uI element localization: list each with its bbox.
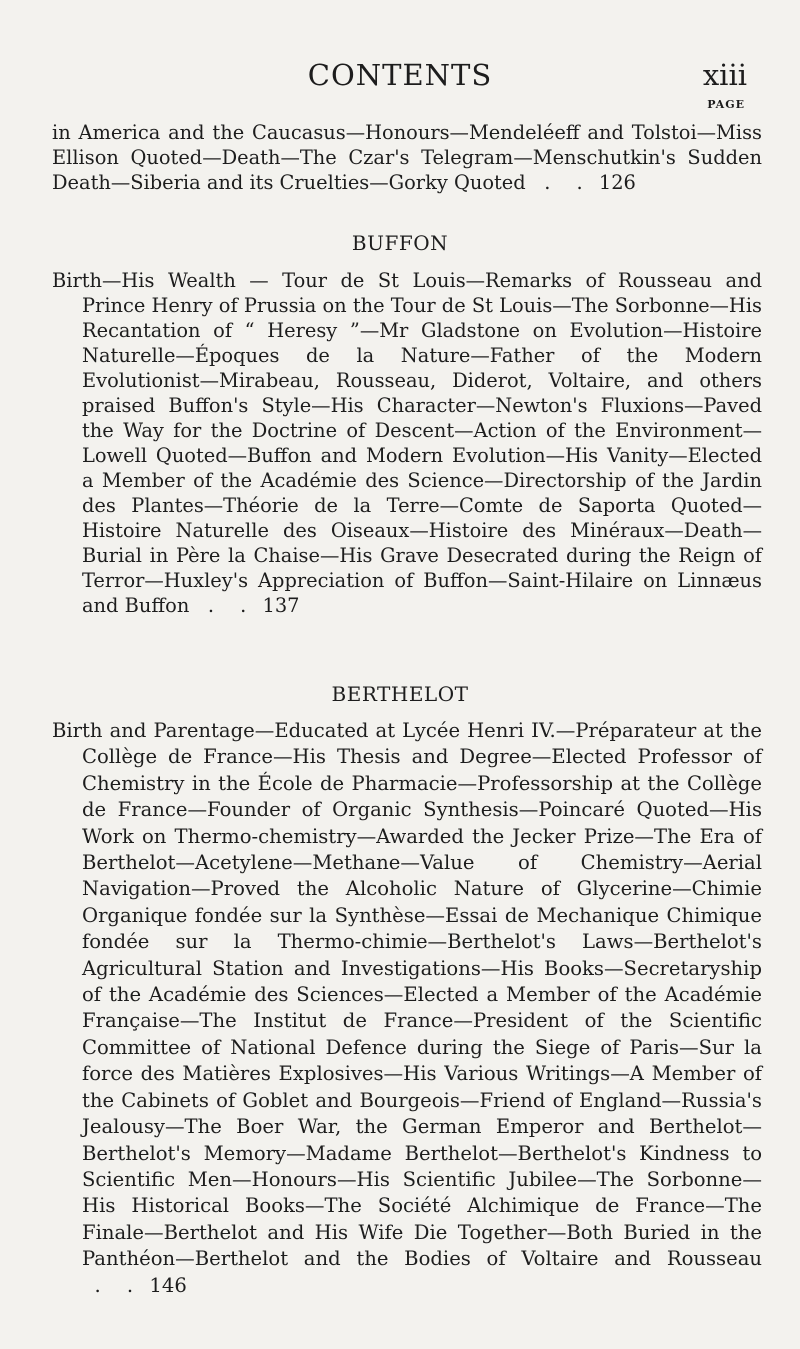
page-ref bbox=[195, 594, 299, 617]
leader-dots: . . bbox=[94, 1273, 144, 1297]
contents-entry-buffon bbox=[52, 268, 762, 618]
page-title: CONTENTS bbox=[307, 58, 493, 92]
leader-dots: . . bbox=[207, 594, 257, 617]
entry-body: Birth and Parentage—Educated at Lycée Henri IV.—Préparateur at the Collège de France—His Thesis and Degree—Elected Professor of Chemistry in the École de Pharmacie—Professorship at the Collège de France—Founder of Organic Synthesis—Poincaré Quoted—His Work on Thermo-chemistry—Awarded the Jecker Prize—The Era of Berthelot—Acetylene—Methane—Value of Chemistry—Aerial Navigation—Proved the Alcoholic Nature of Glycerine—Chimie Organique fondée sur la Synthèse—Essai de Mechanique Chimique fondée sur la Thermo-chimie—Berthelot's Laws—Berthelot's Agricultural Station and Investigations—His Books—Secretaryship of the Académie des Sciences—Elected a Member of the Académie Française—The Institut de France—President of the Scientific Committee of National Defence during the Siege of Paris—Sur la force des Matières Explosives—His Various Writings—A Member of the Cabinets of Goblet and Bourgeois—Friend of England—Russia's Jealousy—The Boer War, the German Emperor and Berthelot—Berthelot's Memory—Madame Berthelot—Berthelot's Kindness to Scientific Men—Honours—His Scientific Jubilee—The Sorbonne—His Historical Books—The Société Alchimique de France—The Finale—Berthelot and His Wife Die Together—Both Buried in the Panthéon—Berthelot and the Bodies of Voltaire and Rousseau bbox=[52, 719, 762, 1271]
section-heading-buffon: BUFFON bbox=[351, 231, 449, 255]
entry-text bbox=[52, 268, 762, 618]
section-heading-berthelot: BERTHELOT bbox=[331, 682, 469, 706]
entry-body: in America and the Caucasus—Honours—Mendeléeff and Tolstoi—Miss Ellison Quoted—Death—The Czar's Telegram—Menschutkin's Sudden Death—Siberia and its Cruelties—Gorky Quoted bbox=[52, 121, 762, 194]
page-ref bbox=[82, 1274, 187, 1297]
page-column-label: PAGE bbox=[707, 98, 745, 111]
running-head bbox=[0, 58, 800, 98]
page-number: xiii bbox=[702, 58, 747, 92]
page-ref bbox=[532, 171, 636, 194]
page-ref-number: 126 bbox=[598, 171, 636, 194]
entry-text bbox=[52, 718, 762, 1299]
contents-entry-continuation bbox=[52, 120, 762, 195]
contents-entry-berthelot bbox=[52, 718, 762, 1299]
leader-dots: . . bbox=[544, 171, 593, 194]
page-ref-number: 146 bbox=[149, 1273, 187, 1297]
entry-text bbox=[52, 120, 762, 195]
entry-body: Birth—His Wealth — Tour de St Louis—Remarks of Rousseau and Prince Henry of Prussia on the Tour de St Louis—The Sorbonne—His Recantation of “ Heresy ”—Mr Gladstone on Evolution—Histoire Naturelle—Époques de la Nature—Father of the Modern Evolutionist—Mirabeau, Rousseau, Diderot, Voltaire, and others praised Buffon's Style—His Character—Newton's Fluxions—Paved the Way for the Doctrine of Descent—Action of the Environment—Lowell Quoted—Buffon and Modern Evolution—His Vanity—Elected a Member of the Académie des Science—Directorship of the Jardin des Plantes—Théorie de la Terre—Comte de Saporta Quoted—Histoire Naturelle des Oiseaux—Histoire des Minéraux—Death—Burial in Père la Chaise—His Grave Desecrated during the Reign of Terror—Huxley's Appreciation of Buffon—Saint-Hilaire on Linnæus and Buffon bbox=[52, 269, 762, 617]
page-ref-number: 137 bbox=[262, 594, 300, 617]
